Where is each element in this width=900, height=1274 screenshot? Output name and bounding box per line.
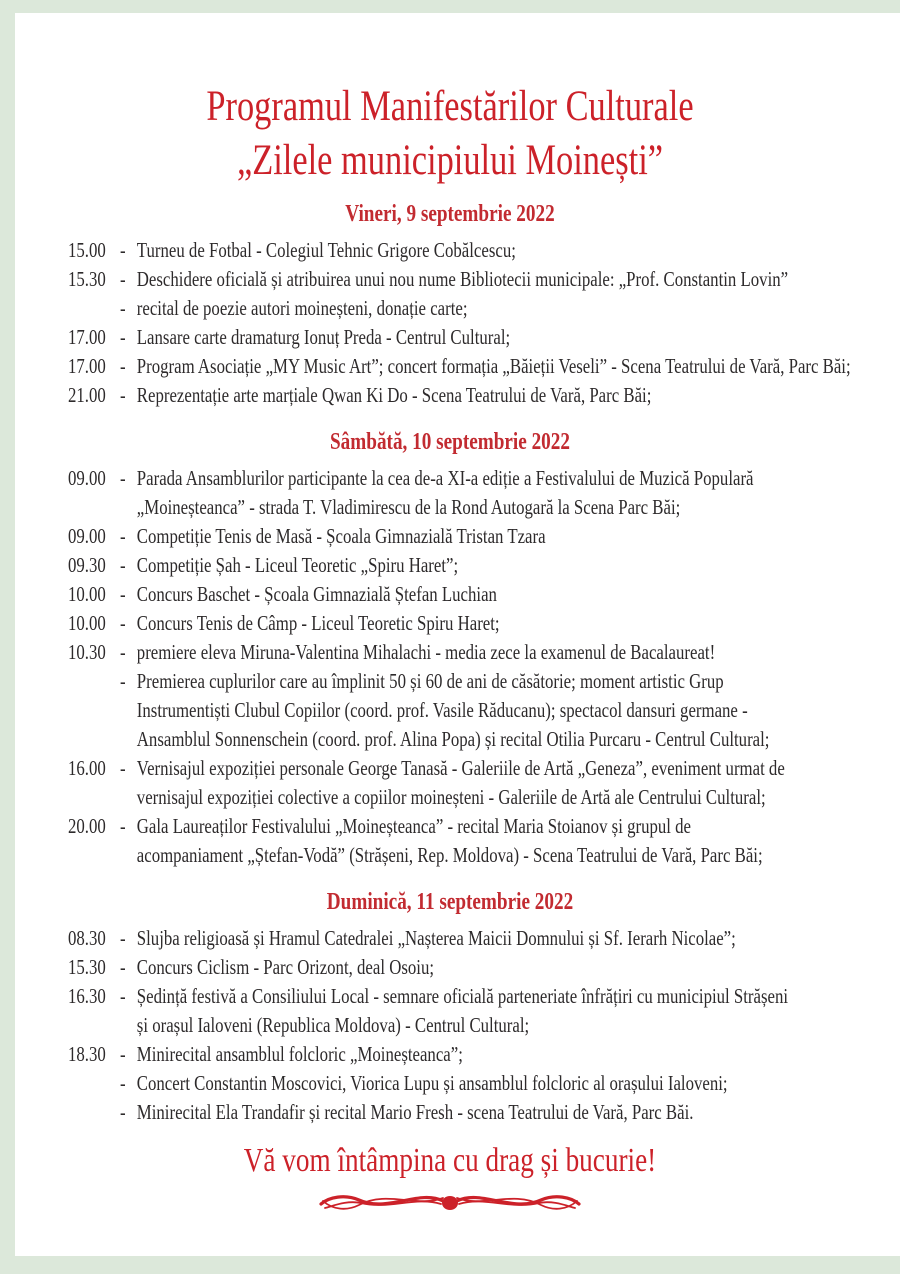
- event-dash: [120, 493, 137, 522]
- event-time: [68, 1069, 120, 1098]
- event-dash: [120, 696, 137, 725]
- event-line: [68, 841, 900, 870]
- event-time: [68, 294, 120, 323]
- event-time: [68, 1011, 120, 1040]
- event-text: vernisajul expoziției colective a copiilor moineșteni - Galeriile de Artă ale Centrului Cultural;: [136, 785, 766, 809]
- event-time: 10.00: [68, 611, 106, 635]
- day-heading-saturday: Sâmbătă, 10 septembrie 2022: [330, 429, 570, 455]
- event-text: Vernisajul expoziției personale George Tanasă - Galeriile de Artă „Geneza”, eveniment urmat de: [136, 756, 785, 780]
- event-dash: -: [120, 296, 126, 320]
- event-text: Lansare carte dramaturg Ionuț Preda - Centrul Cultural;: [136, 325, 511, 349]
- footer-message: Vă vom întâmpina cu drag și bucurie!: [243, 1142, 657, 1179]
- event-text: Premierea cuplurilor care au împlinit 50 și 60 de ani de căsătorie; moment artistic Grup: [136, 669, 724, 693]
- event-line: [68, 638, 900, 667]
- event-line: [68, 551, 900, 580]
- document-title-line1: Programul Manifestărilor Culturale: [206, 83, 694, 130]
- event-time: [68, 841, 120, 870]
- event-text: Competiție Tenis de Masă - Școala Gimnazială Tristan Tzara: [136, 524, 546, 548]
- event-text: Ședință festivă a Consiliului Local - semnare oficială parteneriate înfrățiri cu municipiul Strășeni: [136, 984, 789, 1008]
- event-dash: -: [120, 238, 126, 262]
- event-dash: [120, 725, 137, 754]
- event-time: 09.30: [68, 553, 106, 577]
- document-title-line2: „Zilele municipiului Moinești”: [236, 137, 664, 184]
- event-time: 20.00: [68, 814, 106, 838]
- event-time: 15.30: [68, 955, 106, 979]
- event-text: Deschidere oficială și atribuirea unui nou nume Bibliotecii municipale: „Prof. Constantin Lovin”: [136, 267, 789, 291]
- event-time: [68, 696, 120, 725]
- event-time: 16.30: [68, 984, 106, 1008]
- event-text: și orașul Ialoveni (Republica Moldova) - Centrul Cultural;: [136, 1013, 530, 1037]
- event-text: premiere eleva Miruna-Valentina Mihalachi - media zece la examenul de Bacalaureat!: [136, 640, 716, 664]
- event-line: [68, 265, 900, 294]
- event-line: [68, 812, 900, 841]
- event-list-friday: [0, 236, 900, 410]
- event-time: 16.00: [68, 756, 106, 780]
- event-text: recital de poezie autori moineșteni, donație carte;: [136, 296, 468, 320]
- event-dash: -: [120, 553, 126, 577]
- event-line: [68, 667, 900, 696]
- event-text: Instrumentiști Clubul Copiilor (coord. prof. Vasile Răducanu); spectacol dansuri germane -: [136, 698, 748, 722]
- event-text: Program Asociație „MY Music Art”; concert formația „Băieții Veseli” - Scena Teatrului de Vară, Parc Băi;: [136, 354, 851, 378]
- event-dash: -: [120, 383, 126, 407]
- event-dash: -: [120, 814, 126, 838]
- frame-bottom-border: [0, 1256, 900, 1274]
- event-dash: -: [120, 466, 126, 490]
- event-list-sunday: [0, 924, 900, 1127]
- event-dash: -: [120, 756, 126, 780]
- event-dash: -: [120, 582, 126, 606]
- event-line: [68, 236, 900, 265]
- event-time: 09.00: [68, 466, 106, 490]
- event-dash: -: [120, 984, 126, 1008]
- event-time: [68, 783, 120, 812]
- event-time: 08.30: [68, 926, 106, 950]
- event-dash: -: [120, 926, 126, 950]
- event-text: Concert Constantin Moscovici, Viorica Lupu și ansamblul folcloric al orașului Ialoveni;: [136, 1071, 728, 1095]
- event-text: acompaniament „Ștefan-Vodă” (Strășeni, Rep. Moldova) - Scena Teatrului de Vară, Parc Băi;: [136, 843, 763, 867]
- event-line: [68, 1098, 900, 1127]
- event-dash: -: [120, 354, 126, 378]
- event-text: „Moineșteanca” - strada T. Vladimirescu de la Rond Autogară la Scena Parc Băi;: [136, 495, 681, 519]
- event-time: 21.00: [68, 383, 106, 407]
- event-line: [68, 522, 900, 551]
- event-text: Minirecital ansamblul folcloric „Moineșteanca”;: [136, 1042, 463, 1066]
- event-dash: -: [120, 267, 126, 291]
- event-line: [68, 1069, 900, 1098]
- event-line: [68, 783, 900, 812]
- event-time: [68, 493, 120, 522]
- event-line: [68, 580, 900, 609]
- event-dash: -: [120, 640, 126, 664]
- event-dash: -: [120, 524, 126, 548]
- event-dash: -: [120, 1100, 126, 1124]
- event-line: [68, 294, 900, 323]
- event-time: [68, 725, 120, 754]
- event-dash: [120, 1011, 137, 1040]
- event-text: Ansamblul Sonnenschein (coord. prof. Alina Popa) și recital Otilia Purcaru - Centrul Cultural;: [136, 727, 770, 751]
- event-line: [68, 953, 900, 982]
- event-line: [68, 323, 900, 352]
- event-line: [68, 982, 900, 1011]
- event-text: Gala Laureaților Festivalului „Moineșteanca” - recital Maria Stoianov și grupul de: [136, 814, 692, 838]
- event-dash: -: [120, 1042, 126, 1066]
- event-text: Parada Ansamblurilor participante la cea de-a XI-a ediție a Festivalului de Muzică Populară: [136, 466, 754, 490]
- event-dash: -: [120, 611, 126, 635]
- event-time: 10.30: [68, 640, 106, 664]
- event-dash: -: [120, 955, 126, 979]
- event-line: [68, 1011, 900, 1040]
- footer-ornament: [0, 1187, 900, 1222]
- event-time: 15.30: [68, 267, 106, 291]
- day-heading-friday: Vineri, 9 septembrie 2022: [345, 201, 555, 227]
- event-time: [68, 1098, 120, 1127]
- event-time: [68, 667, 120, 696]
- event-dash: -: [120, 325, 126, 349]
- event-line: [68, 352, 900, 381]
- event-text: Minirecital Ela Trandafir și recital Mario Fresh - scena Teatrului de Vară, Parc Băi.: [136, 1100, 694, 1124]
- event-dash: [120, 783, 137, 812]
- event-line: [68, 381, 900, 410]
- event-text: Reprezentație arte marțiale Qwan Ki Do - Scena Teatrului de Vară, Parc Băi;: [136, 383, 652, 407]
- event-time: 15.00: [68, 238, 106, 262]
- event-dash: -: [120, 1071, 126, 1095]
- day-heading-sunday: Duminică, 11 septembrie 2022: [326, 889, 574, 915]
- event-line: [68, 609, 900, 638]
- event-line: [68, 1040, 900, 1069]
- event-line: [68, 696, 900, 725]
- event-text: Competiție Șah - Liceul Teoretic „Spiru Haret”;: [136, 553, 459, 577]
- event-dash: -: [120, 669, 126, 693]
- event-text: Concurs Baschet - Școala Gimnazială Ștefan Luchian: [136, 582, 497, 606]
- event-dash: [120, 841, 137, 870]
- event-line: [68, 924, 900, 953]
- event-list-saturday: [0, 464, 900, 870]
- event-time: 10.00: [68, 582, 106, 606]
- event-time: 09.00: [68, 524, 106, 548]
- event-text: Concurs Ciclism - Parc Orizont, deal Osoiu;: [136, 955, 435, 979]
- event-line: [68, 493, 900, 522]
- event-time: 18.30: [68, 1042, 106, 1066]
- event-text: Concurs Tenis de Câmp - Liceul Teoretic Spiru Haret;: [136, 611, 500, 635]
- event-time: 17.00: [68, 325, 106, 349]
- event-text: Turneu de Fotbal - Colegiul Tehnic Grigore Cobălcescu;: [136, 238, 516, 262]
- event-line: [68, 754, 900, 783]
- event-line: [68, 725, 900, 754]
- event-time: 17.00: [68, 354, 106, 378]
- flourish-divider-icon: [315, 1187, 585, 1217]
- event-line: [68, 464, 900, 493]
- event-text: Slujba religioasă și Hramul Catedralei „Nașterea Maicii Domnului și Sf. Ierarh Nicolae”;: [136, 926, 736, 950]
